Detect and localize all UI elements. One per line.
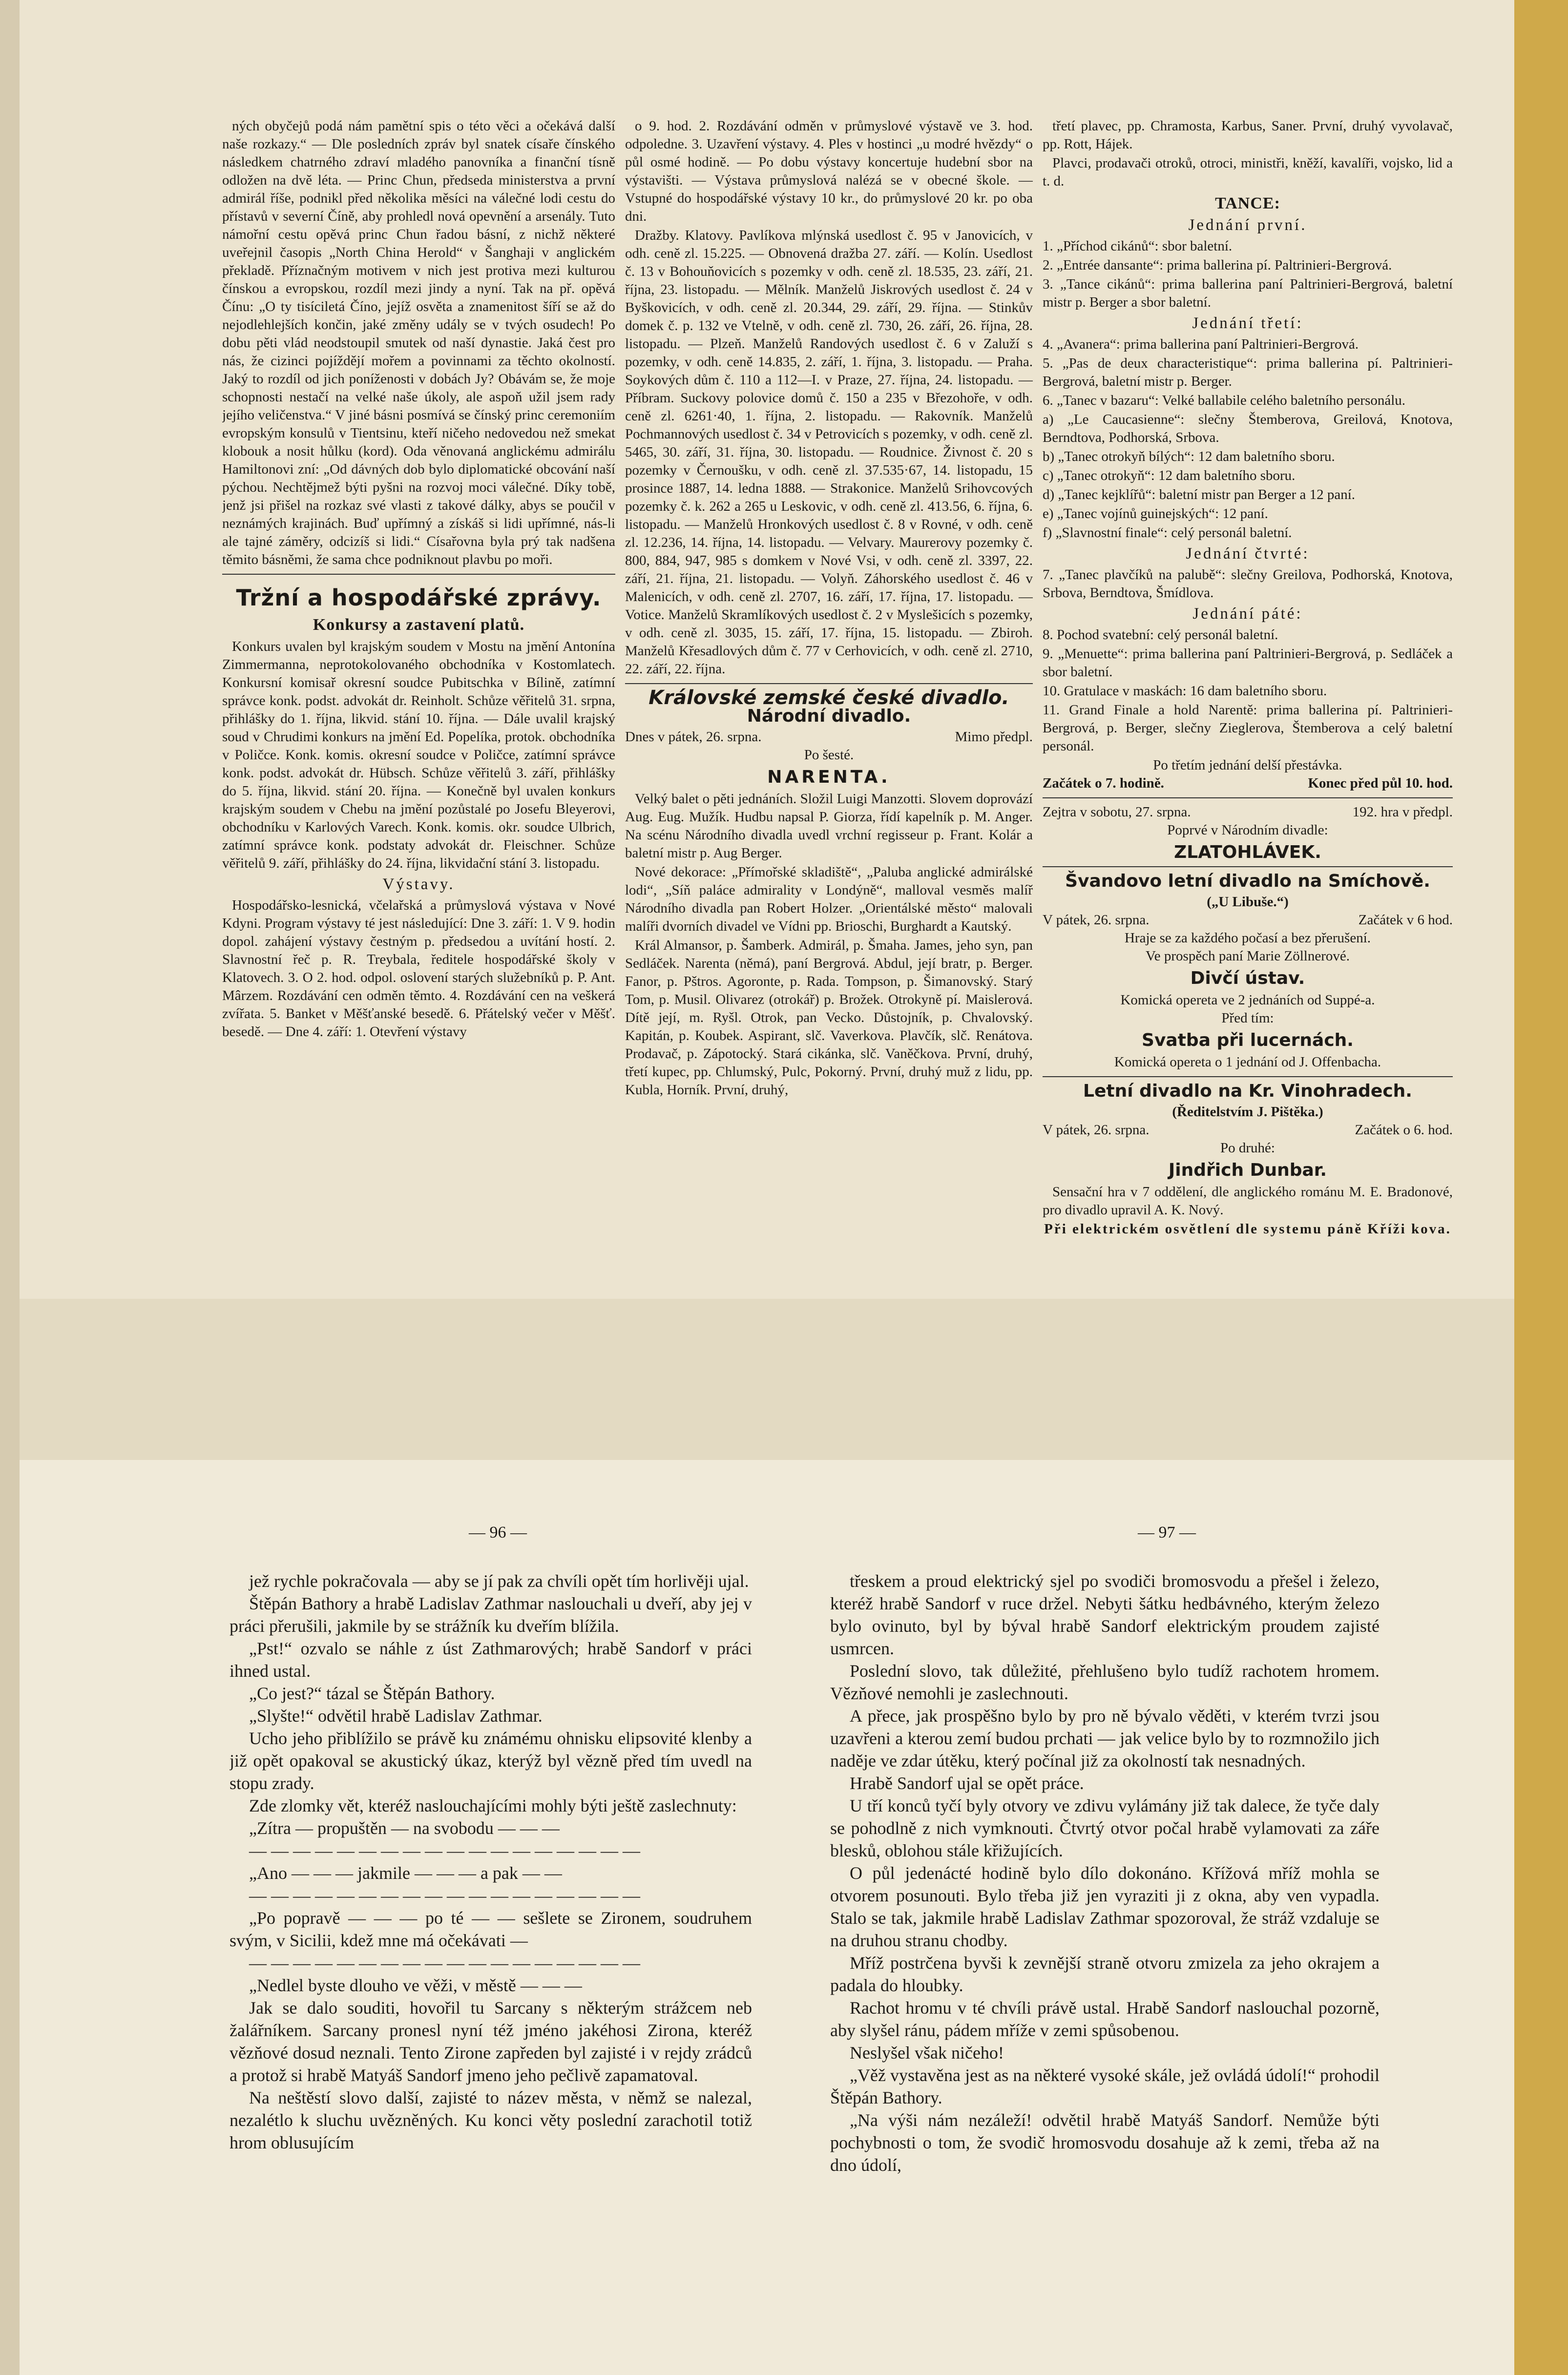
divider [222,574,615,575]
date-left: Dnes v pátek, 26. srpna. [625,729,762,745]
dance-item: 8. Pochod svatební: celý personál baletní. [1043,627,1278,643]
book-paragraph: „Co jest?“ tázal se Štěpán Bathory. [249,1684,495,1703]
next-play-title: ZLATOHLÁVEK. [1174,842,1321,862]
start-end-row [1043,774,1453,792]
dance-list [1043,566,1453,602]
play-title: NARENTA. [767,767,891,787]
bankruptcy-heading: Konkursy a zastavení platů. [313,616,525,634]
right-page-edge [1514,0,1568,2375]
dances-heading: TANCE: [1215,194,1280,212]
act-4: Jednání čtvrté: [1186,545,1310,562]
exhibition-cont: o 9. hod. 2. Rozdávání odměn v průmyslové výstavě ve 3. hod. odpoledne. 3. Uzavření výstavy. 4. Ples v hostinci „u modré hvězdy“ o půl osmé hodině. — Po dobu výstavy koncertuje hudební sbor na výstavišti. — Výstava průmyslová nalézá se v obecné škole. — Vstupné do hospodářské výstavy 10 kr., do průmyslové 20 kr. po oba dni. [625,118,1033,224]
book-paragraph: Rachot hromu v té chvíli právě ustal. Hrabě Sandorf naslouchal pozorně, aby slyšel ránu, pádem mříže v zemi spůsobenou. [830,1998,1380,2040]
book-paragraph: „Slyšte!“ odvětil hrabě Ladislav Zathmar. [249,1706,543,1726]
exhibitions-heading: Výstavy. [382,875,455,893]
extras-text: Plavci, prodavači otroků, otroci, ministři, kněží, kavalíři, vojsko, lid a t. d. [1043,155,1453,189]
book-left-column [230,1570,752,2154]
svandovo-play2: Svatba při lucernách. [1142,1030,1354,1050]
svandovo-subtitle: („U Libuše.“) [1207,894,1289,910]
book-paragraph: Na neštěstí slovo další, zajisté to název města, v němž se nalezal, nezalétlo k sluchu uvězněných. Ku konci věty poslední zarachotil totiž hrom oblusujícím [230,2088,752,2152]
svandovo-date-row [1043,911,1453,929]
pause-note: Po třetím jednání delší přestávka. [1153,757,1342,773]
vinohrady-light: Při elektrickém osvětlení dle systemu páně Kříži kova. [1044,1221,1451,1237]
divider [1043,866,1453,867]
book-right-column [830,1570,1380,2176]
play-description: Velký balet o pěti jednáních. Složil Luigi Manzotti. Slovem doprovází Aug. Eug. Mužík. Hudbu napsal P. Giorza, řídí kapelník p. M. Anger. Na scénu Národního divadla uvedl vrchní regisseur p. Frant. Kolár a baletní mistr p. Aug Berger. [625,791,1033,861]
next-info: 192. hra v předpl. [1352,804,1453,820]
svandovo-title: Švandovo letní divadlo na Smíchově. [1065,871,1430,891]
svandovo-note1: Hraje se za každého počasí a bez přerušení. [1124,930,1371,946]
dance-item: 11. Grand Finale a hold Narentě: prima ballerina pí. Paltrinieri-Bergrová, p. Berger, slečny Zieglerova, Štemberova a celý baletní personál. [1043,702,1453,754]
bankruptcy-text: Konkurs uvalen byl krajským soudem v Mostu na jmění Antonína Zimmermanna, neprotokolovaného obchodníka v Kostomlatech. Konkursní komisař okresní soudce Pubitschka v Bílině, zatímní správce konk. podst. advokát dr. Reinholt. Schůze věřitelů 31. srpna, přihlášky do 1. října, likvid. stání 10. října. — Dále uvalil krajský soud v Chrudimi konkurs na jmění Ed. Popelíka, protok. obchodníka v Poličce. Konk. komis. okresní soudce v Poličce, zatímní správce konk. podst. advokát dr. Hübsch. Schůze věřitelů 3. září, přihlášky do 5. října, likvid. stání 20. října. — Konečně byl uvalen konkurs krajským soudem v Chebu na jmění pozůstalé po Josefu Bleyerovi, obchodníku v Karlových Varech. Konk. komis. okr. soudce Ulbrich, zatímní správce konk. podstaty advokát dr. Fleischner. Schůze věřitelů 9. září, přihlášky do 24. října, likvidační stání 3. listopadu. [222,639,615,871]
book-paragraph: „Zítra — propuštěn — na svobodu — — — [249,1818,560,1838]
svandovo-before: Před tím: [1221,1010,1274,1026]
dance-item: 6. „Tanec v bazaru“: Velké ballabile celého baletního personálu. [1043,393,1406,408]
book-paragraph: „Po popravě — — — po té — — sešlete se Zironem, soudruhem svým, v Sicilii, kdež mne má očekávati — [230,1908,752,1950]
dance-item: 3. „Tance cikánů“: prima ballerina paní Paltrinieri-Bergrová, baletní mistr p. Berger a sbor baletní. [1043,276,1453,310]
book-paragraph: — — — — — — — — — — — — — — — — — — [249,1841,640,1860]
exhibitions-text: Hospodářsko-lesnická, včelařská a průmyslová výstava v Nové Kdyni. Program výstavy té jest následující: Dne 3. září: 1. V 9. hodin dopol. zahájení výstavy čestným p. předsedou a uvítání hostí. 2. Slavnostní řeč p. R. Treybala, ředitele hospodářské školy v Klatovech. 3. O 2. hod. odpol. oslovení starých služebníků p. P. Ant. Mârzem. Rozdávání cen odměn těmto. 4. Rozdávání cen na veškerá zvířata. 5. Banket v Měšťanské besedě. 6. Přátelský večer v Měšť. besedě. — Dne 4. září: 1. Otevření výstavy [222,897,615,1040]
svandovo-date: V pátek, 26. srpna. [1043,912,1150,928]
auctions-text: Dražby. Klatovy. Pavlíkova mlýnská usedlost č. 95 v Janovicích, v odh. ceně zl. 15.225. — Obnovená dražba 27. září. — Kolín. Usedlost č. 13 v Bohouňovicích s pozemky v odh. ceně zl. 18.535, 23. září, 21. října, 23. listopadu. — Mělník. Manželů Jiskrových usedlost č. 24 v Byškovicích, v odh. ceně zl. 20.344, 29. září, 29. října. — Stinkův domek č. p. 132 ve Vtelně, v odh. ceně zl. 730, 26. září, 26. října, 28. listopadu. — Plzeň. Manželů Randových usedlost č. 6 v Zaluží s pozemky, v odh. ceně 14.835, 2. září, 1. října, 3. listopadu. — Praha. Soykových dům č. 110 a 112—I. v Praze, 27. října, 24. listopadu. — Příbram. Suckovy polovice domů č. 150 a 235 v Březohoře, v odh. ceně zl. 6261·40, 1. října, 2. listopadu. — Rakovník. Manželů Pochmannových usedlost č. 34 v Petrovicích s pozemky, v odh. ceně zl. 5465, 30. září, 31. října, 30. listopadu. — Roudnice. Živnost č. 20 s pozemky v Černoušku, v odh. ceně zl. 37.535·67, 14. listopadu, 15 prosince 1887, 14. ledna 1888. — Strakonice. Manželů Srihovcových pozemky č. k. 262 a 265 u Leskovic, v odh. ceně zl. 413.56, 6. října, 6. listopadu. — Manželů Hronkových usedlost č. 8 v Rovné, v odh. ceně zl. 12.236, 14. října, 14. listopadu. — Velvary. Maurerovy pozemky č. 800, 884, 947, 985 s domkem v Nové Vsi, v odh. ceně zl. 3397, 22. září, 21. října, 21. listopadu. — Volyň. Záhorského usedlost č. 46 v Malenicích, v odh. ceně zl. 2707, 16. září, 17. října, 17. listopadu. — Votice. Manželů Skramlíkových usedlost č. 2 v Myslešicích s pozemky, v odh. ceně zl. 3035, 15. září, 17. října, 15. listopadu. — Zbiroh. Manželů Křesadlových dům č. 77 v Cerhovicích, v odh. ceně zl. 2710, 22. září, 22. října. [625,228,1033,677]
theatre-name: Národní divadlo. [747,706,911,726]
book-paragraph: O půl jedenácté hodině bylo dílo dokonáno. Křížová mříž mohla se otvorem posunouti. Bylo třeba již jen vyraziti ji z okna, aby ven vypadla. Stalo se tak, jakmile hrabě Ladislav Zathmar spozoroval, že stráž vzdaluje se na druhou stranu chodby. [830,1863,1380,1950]
act-5: Jednání páté: [1192,605,1303,623]
book-paragraph: „Na výši nám nezáleží! odvětil hrabě Matyáš Sandorf. Nemůže býti pochybnosti o tom, že svodič hromosvodu dosahuje až k zemi, třeba až na dno údolí, [830,2110,1380,2175]
divider [1043,1076,1453,1077]
act-3: Jednání třetí: [1192,314,1303,332]
vinohrady-play: Jindřich Dunbar. [1168,1160,1327,1180]
svandovo-start: Začátek v 6 hod. [1358,912,1453,928]
book-paragraph: Jak se dalo souditi, hovořil tu Sarcany s některým strážcem neb žalářníkem. Sarcany pronesl nyní též jméno jakéhosi Zirona, kteréž vězňové dosud neznali. Tento Zirone zapředen byl zajisté i v rejdy zrádců a protož si hrabě Matyáš Sandorf jmeno jeho pečlivě zapamatoval. [230,1998,752,2085]
vinohrady-desc: Sensační hra v 7 oddělení, dle anglického románu M. E. Bradonové, pro divadlo upravil A. K. Nový. [1043,1184,1453,1218]
book-paragraph: Hrabě Sandorf ujal se opět práce. [850,1773,1084,1793]
theatre-title: Královské zemské české divadlo. [648,687,1009,709]
cast-cont: třetí plavec, pp. Chramosta, Karbus, Saner. První, druhý vyvolavač, pp. Rott, Hájek. [1043,118,1453,152]
column-2 [625,117,1033,1100]
dance-item: d) „Tanec kejklířů“: baletní mistr pan Berger a 12 paní. [1043,487,1356,502]
dance-item: 5. „Pas de deux characteristique“: prima ballerina pí. Paltrinieri-Bergrová, baletní mistr p. Berger. [1043,355,1453,389]
dance-list [1043,335,1453,542]
first-time-note: Poprvé v Národním divadle: [1167,822,1328,838]
svandovo-note2: Ve prospěch paní Marie Zöllnerové. [1146,948,1350,964]
vinohrady-date: V pátek, 26. srpna. [1043,1122,1150,1138]
vinohrady-second: Po druhé: [1220,1140,1275,1156]
book-paragraph: U tří konců tyčí byly otvory ve zdivu vylámány již tak dalece, že tyče daly se pohodlně z nich vymknouti. Čtvrtý otvor počal hrabě vylamovati za záře blesků, oblohou stále křižujících. [830,1796,1380,1860]
end-time: Konec před půl 10. hod. [1308,775,1453,791]
column-1 [222,117,615,1042]
book-paragraph: „Ano — — — jakmile — — — a pak — — [249,1863,562,1883]
dance-item: 1. „Příchod cikánů“: sbor baletní. [1043,238,1233,254]
page-gutter [0,1299,1568,1460]
divider [625,683,1033,684]
dance-item: e) „Tanec vojínů guinejských“: 12 paní. [1043,506,1268,521]
dance-item: 9. „Menuette“: prima ballerina paní Paltrinieri-Bergrová, p. Sedláček a sbor baletní. [1043,646,1453,680]
vinohrady-date-row [1043,1121,1453,1139]
book-paragraph: jež rychle pokračovala — aby se jí pak za chvíli opět tím horlivěji ujal. [249,1571,749,1591]
dance-item: 7. „Tanec plavčíků na palubě“: slečny Greilova, Podhorská, Knotova, Srbova, Berndtova, Šmídlova. [1043,567,1453,601]
start-time: Začátek o 7. hodině. [1043,775,1164,791]
dance-item: 4. „Avanera“: prima ballerina paní Paltrinieri-Bergrová. [1043,336,1359,352]
dance-item: 2. „Entrée dansante“: prima ballerina pí. Paltrinieri-Bergrová. [1043,257,1392,273]
book-paragraph: „Pst!“ ozvalo se náhle z úst Zathmarových; hrabě Sandorf v práci ihned ustal. [230,1639,752,1681]
book-paragraph: Štěpán Bathory a hrabě Ladislav Zathmar naslouchali u dveří, aby jej v práci přerušili, jakmile by se strážník ku dveřím blížila. [230,1594,752,1636]
dance-item: f) „Slavnostní finale“: celý personál baletní. [1043,525,1292,541]
vinohrady-title: Letní divadlo na Kr. Vinohradech. [1083,1081,1412,1101]
china-article: ných obyčejů podá nám pamětní spis o této věci a očekává další naše rozkazy.“ — Dle posledních zpráv byl snatek císaře čínského následkem chatrného zdraví mladého panovníka a finanční tísně odložen na dvě léta. — Princ Chun, předseda ministerstva a první admirál říše, podnikl před několika měsíci na válečné lodi cestu do přístavů v severní Číně, aby prohledl nová opevnění a arsenály. Tuto námořní cestu opěvá princ Chun řadou básní, z nichž některé uveřejnil časopis „North China Herold“ v Šanghaji v anglickém překladě. Příznačným motivem v nich jest protiva mezi kulturou čínskou a evropskou, rozdíl mezi jindy a nyní. Tak na př. opěvá Čínu: „O ty tisíciletá Číno, jejíž osvěta a znamenitost šíří se až do nejodlehlejších končin, jaké změny udály se v tvých osudech! Po dobu pěti vlád neodstoupil smutek od naší dynastie. Jaká čest pro nás, že cizinci pojíždějí mořem a povinnami za těchto okolností. Jaký to rozdíl od jich poníženosti v dobách Jy? Obávám se, že moje schopnosti nestačí na velké naše úkoly, ale aspoň užil jsem rady jejího veličenstva.“ V jiné básni posmívá se čínský princ ceremoniím evropským konsulů v Tientsinu, kteří ničeho nedovedou než smekat klobouk a nosit hůlku (kord). Oda věnovaná anglickému admirálu Hamiltonovi zní: „Od dávných dob bylo diplomatické obcování naší pýchou. Nechtějmež býti pyšni na rozvoj moci válečné. Díky tobě, jenž jsi přišel na rozkaz své vlasti z takové dálky, abys se poučil v neznámých krajinách. Buď upřímný a získáš si lidi upřímné, nás-li ale tajné záměry, odcizíš si lidi.“ Císařovna byla prý tak nadšena těmito básněmi, že sama chce podniknout plavbu po moři. [222,118,615,567]
next-show-row [1043,803,1453,821]
book-paragraph: — — — — — — — — — — — — — — — — — — [249,1886,640,1905]
book-paragraph: Ucho jeho přiblížilo se právě ku známému ohnisku elipsovité klenby a již opět opakoval se akustický úkaz, kterýž byl vězně před tím uvedl na stopu zrady. [230,1729,752,1793]
page-number-left: — 96 — [469,1523,527,1542]
book-paragraph: Zde zlomky vět, kteréž naslouchajícími mohly býti ještě zaslechnuty: [249,1796,737,1815]
vinohrady-subtitle: (Ředitelstvím J. Pištěka.) [1172,1104,1323,1120]
dance-list [1043,626,1453,755]
decorations-text: Nové dekorace: „Přímořské skladiště“, „Paluba anglické admirálské lodi“, „Síň paláce admirality v Londýně“, malloval vesměs malíř Národního divadla pan Robert Holzer. „Orientálské město“ malovali malíři dvorních divadel ve Vídni pp. Brioschi, Burghardt a Kautský. [625,864,1033,934]
book-paragraph: Neslyšel však ničeho! [850,2043,1004,2062]
book-paragraph: „Věž vystavěna jest as na některé vysoké skále, jež ovládá údolí!“ prohodil Štěpán Bathory. [830,2065,1380,2107]
left-page-shadow [0,0,20,2375]
book-paragraph: — — — — — — — — — — — — — — — — — — [249,1953,640,1973]
book-paragraph: Mříž postrčena byvši k zevnější straně otvoru zmizela za jeho okrajem a padala do hloubky. [830,1953,1380,1995]
dance-item: c) „Tanec otrokyň“: 12 dam baletního sboru. [1043,468,1296,483]
cast-list: Král Almansor, p. Šamberk. Admirál, p. Šmaha. James, jeho syn, pan Sedláček. Narenta (němá), paní Bergrová. Abdul, její bratr, p. Berger. Fanor, p. Pštros. Agoronte, p. Rada. Tompson, p. Šimanovský. Starý Tom, p. Musil. Olivarez (otrokář) p. Brožek. Otrokyně pí. Maislerová. Dítě její, m. Ryšl. Otrok, pan Vecko. Důstojník, p. Chvalovský. Kapitán, p. Koubek. Aspirant, slč. Vaverkova. Plavčík, slč. Renátova. Prodavač, p. Zápotocký. Stará cikánka, slč. Vaněčkova. První, druhý, třetí kupec, pp. Chlumský, Pulc, Pokorný. První, druhý muž z lidu, pp. Kubla, Horník. První, druhý, [625,938,1033,1098]
dance-item: a) „Le Caucasienne“: slečny Štemberova, Greilová, Knotova, Berndtova, Podhorská, Srbova. [1043,412,1453,445]
act-1: Jednání první. [1188,216,1307,234]
divider [1043,797,1453,798]
dance-item: b) „Tanec otrokyň bílých“: 12 dam baletního sboru. [1043,449,1335,464]
dance-item: 10. Gratulace v maskách: 16 dam baletního sboru. [1043,683,1327,699]
date-row [625,728,1033,746]
svandovo-play-desc: Komická opereta ve 2 jednáních od Suppé-a. [1120,992,1375,1008]
market-heading: Tržní a hospodářské zprávy. [236,584,602,611]
time-note: Po šesté. [804,747,854,763]
page-number-right: — 97 — [1138,1523,1196,1542]
column-3 [1043,117,1453,1238]
date-right: Mimo předpl. [955,729,1033,745]
next-date: Zejtra v sobotu, 27. srpna. [1043,804,1191,820]
svandovo-play: Divčí ústav. [1190,968,1305,988]
svandovo-play2-desc: Komická opereta o 1 jednání od J. Offenbacha. [1114,1054,1381,1070]
dance-list [1043,237,1453,312]
vinohrady-start: Začátek o 6. hod. [1355,1122,1453,1138]
book-paragraph: A přece, jak prospěšno bylo by pro ně bývalo věděti, v kterém tvrzi jsou uzavřeni a kterou zemí budou prchati — jak velice bylo by to rozmnožilo jich naděje ve zdar útěku, který počínal již za okolností tak nesnadných. [830,1706,1380,1771]
book-paragraph: třeskem a proud elektrický sjel po svodiči bromosvodu a přešel i železo, kteréž hrabě Sandorf v ruce držel. Nebyti šátku hedbávného, kterým železo bylo ovinuto, byl by býval hrabě Sandorf elektrickým proudem zajisté usmrcen. [830,1571,1380,1658]
book-paragraph: Poslední slovo, tak důležité, přehlušeno bylo tudíž rachotem hromem. Vězňové nemohli je zaslechnouti. [830,1661,1380,1703]
book-paragraph: „Nedlel byste dlouho ve věži, v městě — — — [249,1976,582,1995]
